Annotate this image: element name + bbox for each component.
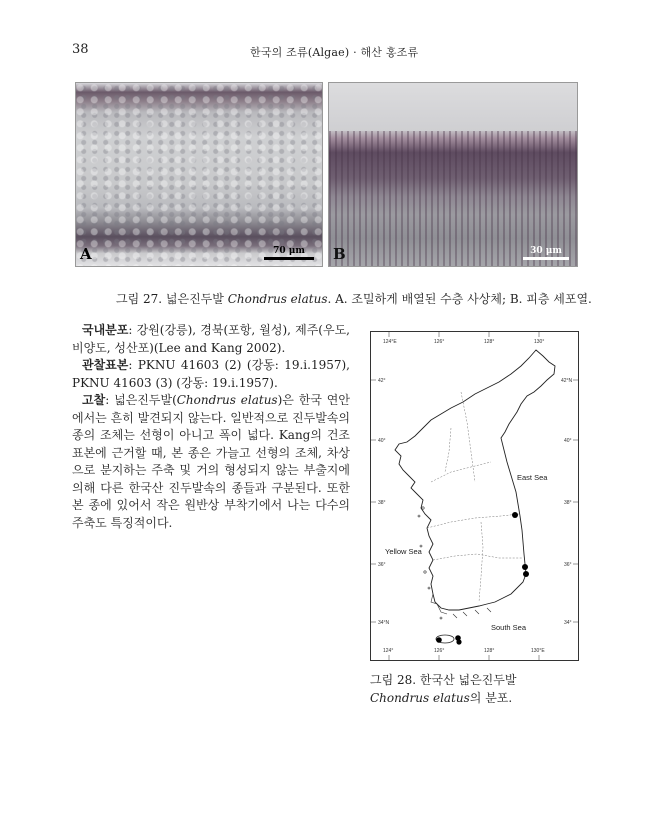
caption-27-prefix: 그림 27. 넓은진두발 bbox=[116, 292, 228, 306]
lon-top-2: 128° bbox=[484, 339, 495, 345]
lat-left-2: 38° bbox=[378, 500, 386, 506]
lat-right-0: 42°N bbox=[561, 378, 573, 384]
panel-a-letter: A bbox=[80, 245, 92, 263]
figure-28-caption bbox=[370, 671, 578, 707]
lat-left-3: 36° bbox=[378, 562, 386, 568]
specimens-paragraph bbox=[72, 357, 350, 392]
body-text bbox=[72, 322, 350, 532]
caption-27-species: Chondrus elatus bbox=[227, 292, 328, 306]
lon-bottom-2: 128° bbox=[484, 648, 495, 654]
lon-bottom-0: 124° bbox=[383, 648, 394, 654]
lat-left-1: 40° bbox=[378, 438, 386, 444]
lat-left-0: 42° bbox=[378, 378, 386, 384]
scale-label-a: 70 μm bbox=[273, 246, 305, 256]
caption-27-rest: . A. 조밀하게 배열된 수층 사상체; B. 피층 세포열. bbox=[327, 292, 592, 306]
caption-28-species: Chondrus elatus bbox=[370, 691, 470, 705]
caption-28-prefix: 그림 28. 한국산 넓은진두발 bbox=[370, 673, 517, 687]
lat-right-1: 40° bbox=[564, 438, 572, 444]
distribution-label: 국내분포 bbox=[82, 323, 129, 337]
occurrence-marker-gangneung bbox=[512, 512, 518, 518]
remarks-pre: : 넓은진두발( bbox=[105, 393, 177, 407]
panel-b-letter: B bbox=[333, 245, 346, 263]
lat-right-4: 34° bbox=[564, 620, 572, 626]
lon-bottom-1: 126° bbox=[434, 648, 445, 654]
remarks-species: Chondrus elatus bbox=[176, 393, 278, 407]
specimens-text: : PKNU 41603 (2) (강동: 19.i.1957), PKNU 41603 (3) (강동: 19.i.1957). bbox=[72, 358, 350, 390]
lon-top-3: 130° bbox=[534, 339, 545, 345]
occurrence-marker-wolseong bbox=[523, 571, 529, 577]
scale-line-a bbox=[264, 257, 314, 260]
distribution-map bbox=[370, 331, 579, 661]
lat-left-4: 34°N bbox=[378, 620, 390, 626]
lon-top-0: 124°E bbox=[383, 339, 397, 345]
page-number: 38 bbox=[72, 42, 89, 57]
remarks-text: )은 한국 연안에서는 흔히 발견되지 않는다. 일반적으로 진두발속의 종의 조체는 선형이 아니고 폭이 넓다. Kang의 건조 표본에 근거할 때, 본 종은 가늘고 선형의 조체, 차상으로 분지하는 주축 및 거의 형성되지 않는 부출지에 의해 다른 한국산 진두발속의 종들과 구분된다. 또한 본 종에 있어서 작은 원반상 부착기에서 나는 다수의 주축도 특징적이다. bbox=[72, 393, 350, 530]
east-sea-label: East Sea bbox=[517, 473, 548, 482]
caption-28-rest: 의 분포. bbox=[469, 691, 513, 705]
occurrence-marker-seongsanpo bbox=[456, 639, 461, 644]
occurrence-marker-biyangdo bbox=[436, 637, 442, 643]
micrograph-b bbox=[328, 82, 578, 267]
scale-bar-a bbox=[264, 246, 314, 260]
scale-bar-b bbox=[523, 246, 569, 260]
lon-bottom-3: 130°E bbox=[531, 648, 545, 654]
specimens-label: 관찰표본 bbox=[82, 358, 129, 372]
map-frame-ticks bbox=[371, 332, 578, 660]
lon-top-1: 126° bbox=[434, 339, 445, 345]
running-head: 한국의 조류(Algae) · 해산 홍조류 bbox=[250, 46, 419, 59]
scale-label-b: 30 μm bbox=[530, 246, 562, 256]
distribution-paragraph bbox=[72, 322, 350, 357]
scale-line-b bbox=[523, 257, 569, 260]
south-sea-label: South Sea bbox=[491, 623, 527, 632]
lat-right-2: 38° bbox=[564, 500, 572, 506]
occurrence-marker-pohang bbox=[522, 564, 528, 570]
province-boundaries bbox=[427, 392, 523, 602]
yellow-sea-label: Yellow Sea bbox=[385, 547, 422, 556]
remarks-label: 고찰 bbox=[82, 393, 106, 407]
distribution-text: : 강원(강릉), 경북(포항, 월성), 제주(우도, 비양도, 성산포)(Lee and Kang 2002). bbox=[72, 323, 350, 355]
micrograph-a bbox=[75, 82, 323, 267]
figure-27-caption bbox=[116, 290, 592, 307]
remarks-paragraph bbox=[72, 392, 350, 532]
lat-right-3: 36° bbox=[564, 562, 572, 568]
